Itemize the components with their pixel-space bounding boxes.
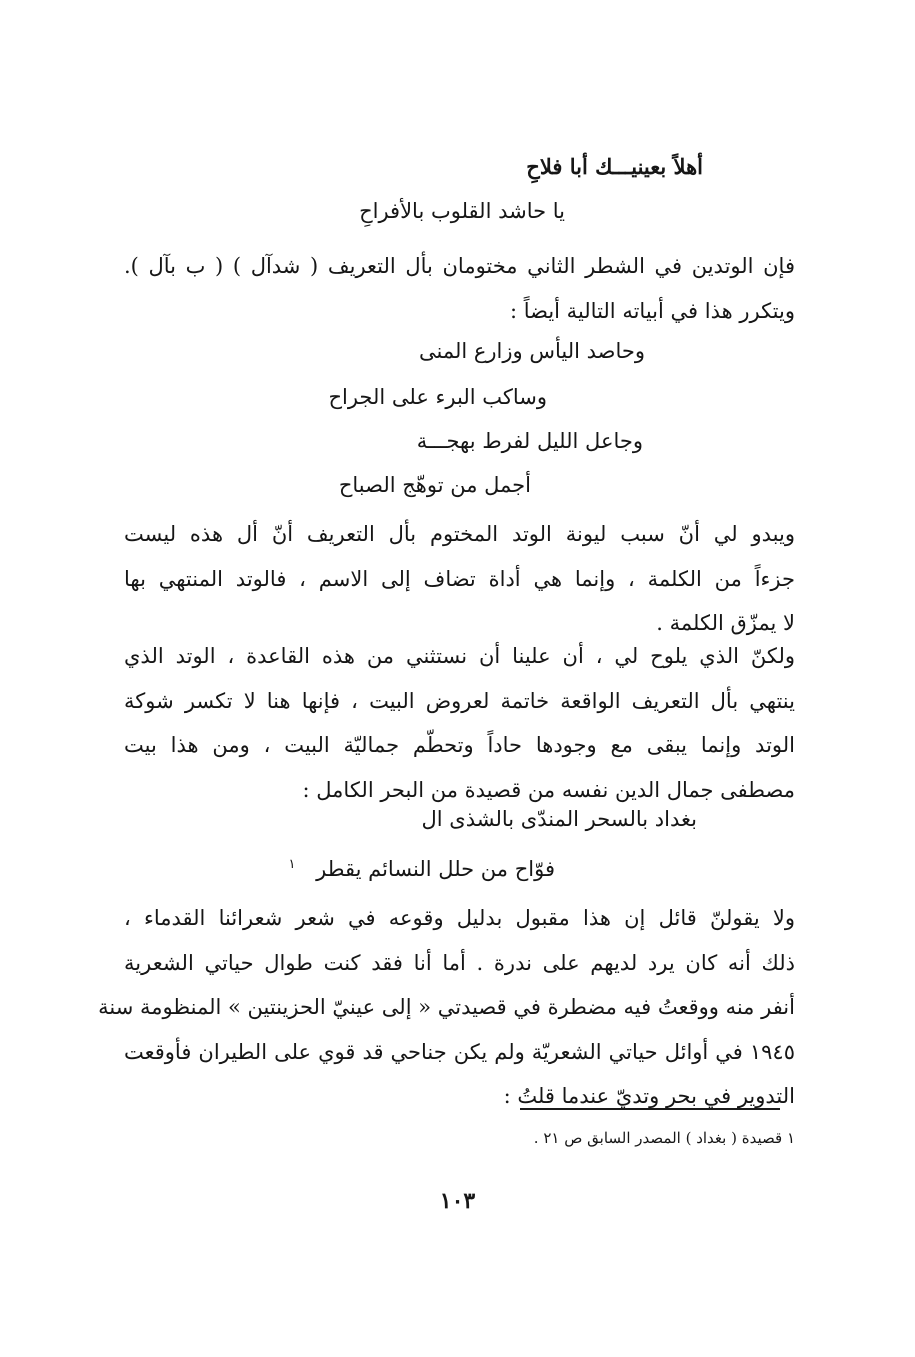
verse2-line: وحاصد اليأس وزارع المنى: [418, 339, 645, 363]
paragraph-1-line: ويتكرر هذا في أبياته التالية أيضاً :: [509, 298, 795, 323]
verse3-line2: [288, 850, 555, 884]
verse2-line: وساكب البرء على الجراح: [328, 385, 547, 409]
paragraph-3-line: الوتد وإنما يبقى مع وجودها حاداً وتحطّم جماليّة البيت ، ومن هذا بيت: [124, 733, 795, 757]
footnote: ١ قصيدة ( بغداد ) المصدر السابق ص ٢١ .: [533, 1129, 795, 1147]
footnote-divider: [520, 1108, 780, 1110]
paragraph-2-line: ويبدو لي أنّ سبب ليونة الوتد المختوم بأل التعريف أنّ أل هذه ليست: [124, 522, 795, 546]
paragraph-4-line: ذلك أنه كان يرد لديهم على ندرة . أما أنا فقد كنت طوال حياتي الشعرية: [124, 950, 795, 975]
verse3-line1: بغداد بالسحر المندّى بالشذى ال: [421, 807, 697, 831]
footnote-reference: ١: [288, 857, 296, 872]
verse2-line: أجمل من توهّج الصباح: [338, 473, 531, 497]
paragraph-3-line: ولكنّ الذي يلوح لي ، أن علينا أن نستثني من هذه القاعدة ، الوتد الذي: [124, 644, 795, 668]
verse3-line2-text: فوّاح من حلل النسائم يقطر: [316, 857, 555, 881]
paragraph-4-line: أنفر منه ووقعتُ فيه مضطرة في قصيدتي « إلى عينيّ الحزينتين » المنظومة سنة: [98, 995, 795, 1019]
paragraph-1: [124, 244, 795, 333]
verse1-line1: أهلاً بعينيـــك أبا فلاحِ: [526, 154, 703, 179]
paragraph-4: [98, 896, 795, 1119]
paragraph-3: [124, 634, 795, 812]
paragraph-4-line: التدوير في بحر وتديّ عندما قلتُ :: [503, 1084, 795, 1108]
paragraph-1-line: فإن الوتدين في الشطر الثاني مختومان بأل التعريف ( شدآل ) ( ب بآل ).: [124, 254, 795, 278]
paragraph-3-line: ينتهي بأل التعريف الواقعة خاتمة لعروض البيت ، فإنها هنا لا تكسر شوكة: [124, 688, 795, 713]
page-number: ١٠٣: [439, 1188, 476, 1214]
paragraph-4-line: ١٩٤٥ في أوائل حياتي الشعريّة ولم يكن جناحي قد قوي على الطيران فأوقعت: [124, 1039, 795, 1064]
verse2-line: وجاعل الليل لفرط بهجـــة: [416, 429, 643, 453]
paragraph-2-line: جزءاً من الكلمة ، وإنما هي أداة تضاف إلى الاسم ، فالوتد المنتهي بها: [124, 566, 795, 591]
paragraph-3-line: مصطفى جمال الدين نفسه من قصيدة من البحر الكامل :: [302, 777, 795, 802]
paragraph-2: [124, 512, 795, 646]
paragraph-2-line: لا يمزّق الكلمة .: [656, 611, 795, 635]
verse1-line2: يا حاشد القلوب بالأفراحِ: [359, 199, 565, 223]
paragraph-4-line: ولا يقولنّ قائل إن هذا مقبول بدليل وقوعه في شعر شعرائنا القدماء ،: [124, 906, 795, 930]
